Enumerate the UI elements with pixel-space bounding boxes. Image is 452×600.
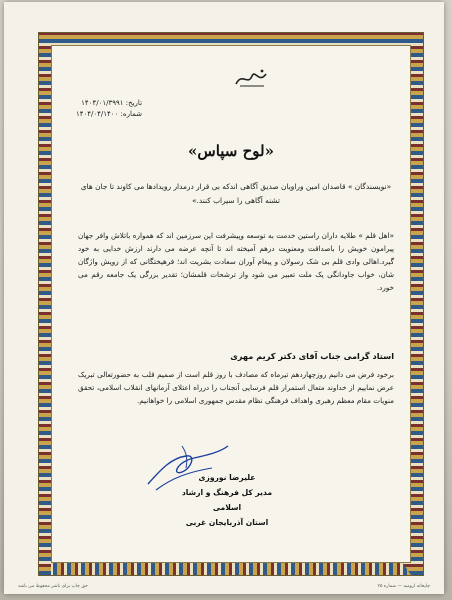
footer-left: حق چاپ برای ناشر محفوظ می باشد xyxy=(18,584,88,589)
date-line: تاریخ: ۱۴۰۴/۰۱/۳۹۹۱ xyxy=(81,99,143,107)
ornamental-border xyxy=(38,32,424,576)
signature-block xyxy=(172,470,282,530)
number-line: شماره: ۱۴۰۴/۰۴/۱۴۰۰ xyxy=(76,110,143,118)
certificate-title: «لوح سپاس» xyxy=(188,142,274,160)
closing-paragraph: برخود فرض می دانیم روزچهاردهم تیرماه که مصادف با روز قلم است از صمیم قلب به حضورتعالی تبریک عرض نماییم از خداوند متعال استمرار قلم فرسایی آنجناب را درراه اعتلای آرمانهای انقلاب اسلامی، تحقق منویات مقام معظم رهبری واهداف فرهنگی نظام مقدس جمهوری اسلامی را خواهانیم. xyxy=(78,370,394,405)
signatory-province: استان آذربایجان غربی xyxy=(185,518,269,527)
certificate-sheet xyxy=(4,2,444,594)
footer-right: چاپخانه ارومیه — شماره ۲۵ xyxy=(377,584,430,589)
recipient-greeting: استاد گرامی جناب آقای دکتر کریم مهری xyxy=(230,351,394,361)
certificate-content xyxy=(51,45,411,563)
signatory-position: مدیر کل فرهنگ و ارشاد اسلامی xyxy=(181,488,273,512)
signatory-name: علیرضا نوروزی xyxy=(198,473,256,482)
ministry-logo-icon xyxy=(232,66,272,90)
body-paragraph: «اهل قلم » طلایه داران راستین خدمت به توسعه وپیشرفت این سرزمین اند که همواره باتلاش وافر جهان پیرامون خویش را باصداقت ومعنویت درهم آمیخته اند تا آنچه عرضه می دارند ارزش خدایی به خود گیرد.اهالی وادی قلم بی شک رسولان و پیغام آوران سعادت بشریت اند؛ فرهیختگانی که از رویش واژگان شان، خواب جاودانگی یک ملت تعبیر می شود واز ترشحات قلمشان؛ تقدیر بزرگی یک جامعه رقم می خورد. xyxy=(78,231,394,292)
letter-meta xyxy=(76,98,142,120)
intro-paragraph: «نویسندگان » قاصدان امین وراویان صدیق آگاهی اندکه بی قرار درمدار رویدادها می کاوند تا جان های تشنه آگاهی را سیراب کنند.» xyxy=(80,182,392,205)
